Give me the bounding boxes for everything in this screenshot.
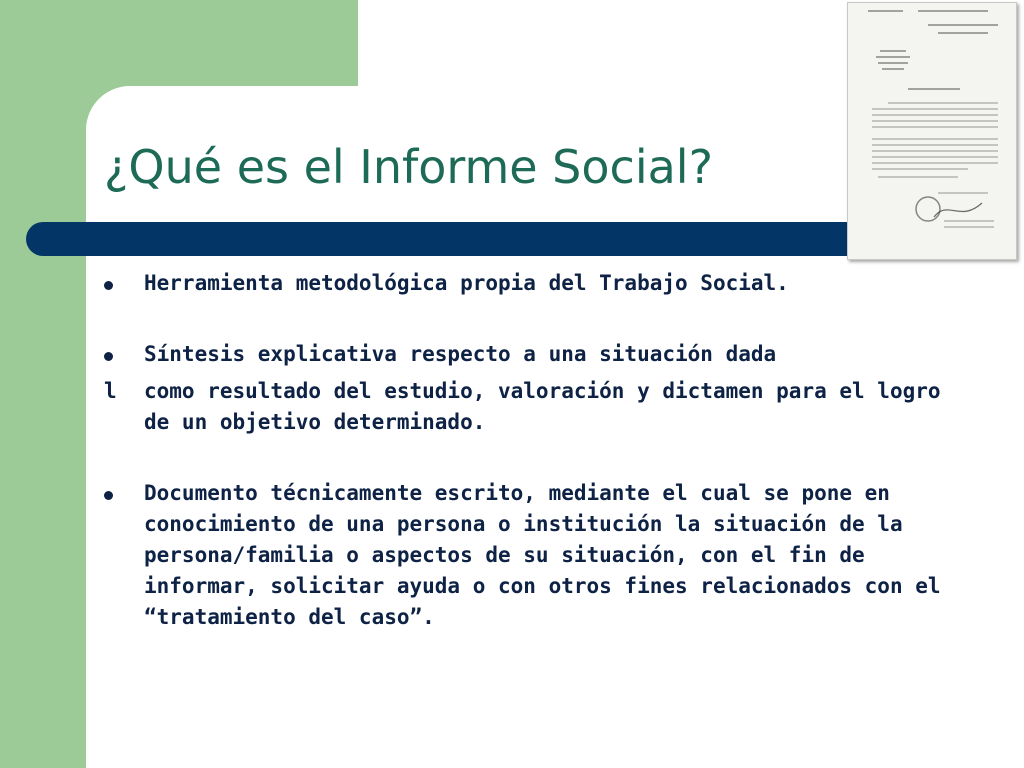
bullet-text: como resultado del estudio, valoración y dictamen para el logro de un objetivo determinado. [144,379,941,434]
scanned-document-icon [848,3,1016,259]
bullet-item [100,339,950,370]
bullet-dot-icon [104,478,134,509]
title-rule-bar [26,222,856,256]
bullet-text: Documento técnicamente escrito, mediante el cual se pone en conocimiento de una persona o institución la situación de la persona/familia o aspectos de su situación, con el fin de informar, solicitar ayuda o con otros fines relacionados con el “tratamiento del caso”. [144,481,941,629]
bullet-dot-icon [104,339,134,370]
bullet-text: Herramienta metodológica propia del Trabajo Social. [144,271,789,295]
bullet-text: Síntesis explicativa respecto a una situación dada [144,342,777,366]
bullet-item [100,376,950,438]
bullet-item [100,478,950,633]
bullet-item [100,268,950,299]
slide-title: ¿Qué es el Informe Social? [104,140,713,194]
bullet-marker-l: l [104,379,117,403]
bullet-list [100,268,950,633]
bullet-dot-icon [104,268,134,299]
scanned-document-image [847,2,1017,260]
